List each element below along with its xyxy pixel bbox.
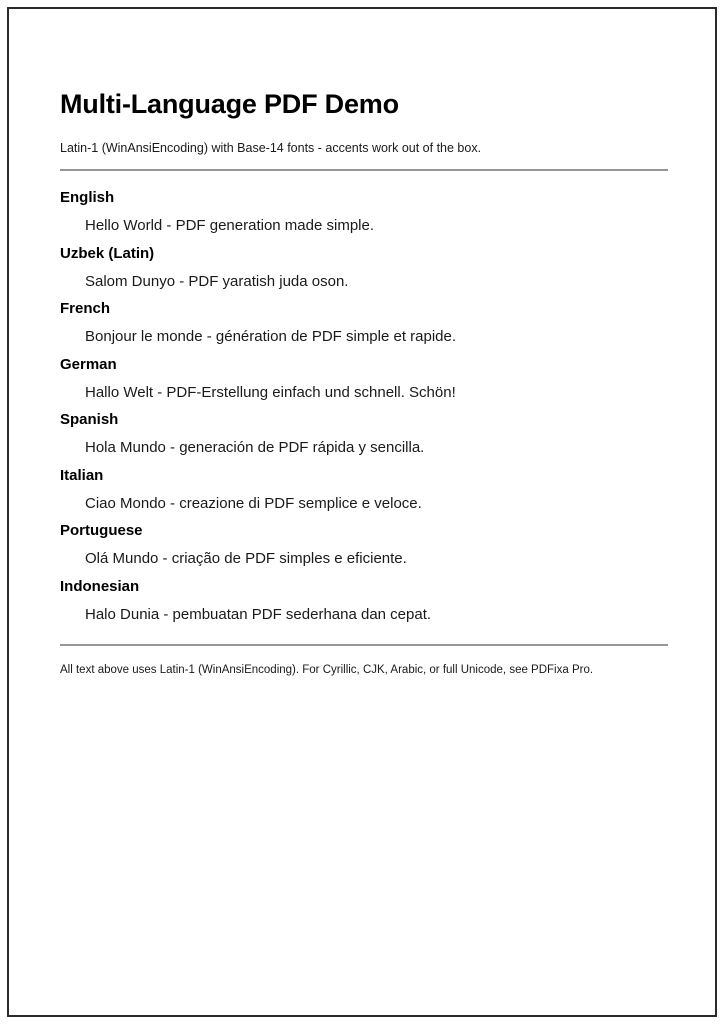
document-subtitle: Latin-1 (WinAnsiEncoding) with Base-14 fonts - accents work out of the box. [60, 141, 482, 156]
language-heading: Portuguese [60, 522, 143, 540]
language-section [60, 189, 668, 236]
language-section [60, 356, 668, 403]
language-heading: Spanish [60, 411, 119, 429]
pdf-page [7, 7, 717, 1017]
language-sample-text: Salom Dunyo - PDF yaratish juda oson. [85, 272, 349, 290]
divider-top [60, 169, 668, 171]
language-heading: Uzbek (Latin) [60, 244, 155, 262]
language-sample-text: Hola Mundo - generación de PDF rápida y sencilla. [85, 439, 425, 457]
page-content [60, 89, 668, 678]
divider-bottom [60, 644, 668, 646]
language-heading: Italian [60, 466, 104, 484]
language-section [60, 411, 668, 458]
language-sample-text: Halo Dunia - pembuatan PDF sederhana dan cepat. [85, 605, 432, 623]
language-heading: English [60, 189, 115, 207]
language-section [60, 578, 668, 625]
language-section [60, 300, 668, 347]
language-sample-text: Bonjour le monde - génération de PDF simple et rapide. [85, 328, 457, 346]
language-heading: Indonesian [60, 577, 140, 595]
language-list [60, 189, 668, 624]
language-sample-text: Hello World - PDF generation made simple. [85, 217, 375, 235]
page-title: Multi-Language PDF Demo [60, 89, 399, 119]
language-sample-text: Hallo Welt - PDF-Erstellung einfach und schnell. Schön! [85, 383, 456, 401]
language-heading: German [60, 355, 117, 373]
language-sample-text: Olá Mundo - criação de PDF simples e eficiente. [85, 550, 407, 568]
language-sample-text: Ciao Mondo - creazione di PDF semplice e veloce. [85, 494, 422, 512]
language-section [60, 467, 668, 514]
language-section [60, 522, 668, 569]
document-footer-note: All text above uses Latin-1 (WinAnsiEncoding). For Cyrillic, CJK, Arabic, or full Unicode, see PDFixa Pro. [60, 664, 594, 677]
language-heading: French [60, 300, 111, 318]
language-section [60, 245, 668, 292]
